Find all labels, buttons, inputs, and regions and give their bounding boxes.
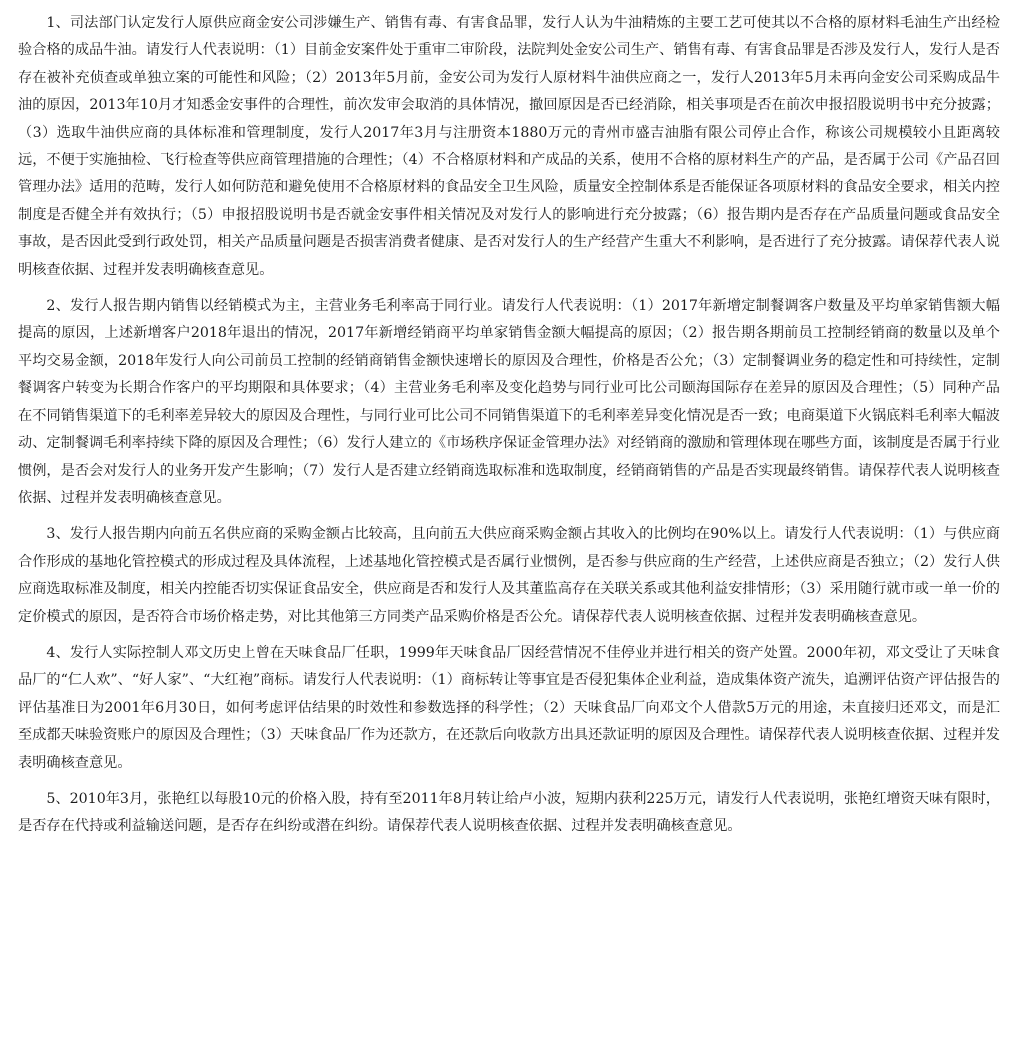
paragraph-4: 4、发行人实际控制人邓文历史上曾在天味食品厂任职，1999年天味食品厂因经营情况不佳停业并进行相关的资产处置。2000年初，邓文受让了天味食品厂的“仁人欢”、“好人家”、“大红袍”商标。请发行人代表说明：（1）商标转让等事宜是否侵犯集体企业利益，造成集体资产流失，追溯评估资产评估报告的评估基准日为2001年6月30日，如何考虑评估结果的时效性和参数选择的科学性；（2）天味食品厂向邓文个人借款5万元的用途，未直接归还邓文，而是汇至成都天味验资账户的原因及合理性；（3）天味食品厂作为还款方，在还款后向收款方出具还款证明的原因及合理性。请保荐代表人说明核查依据、过程并发表明确核查意见。: [18, 644, 1000, 771]
paragraph-2: 2、发行人报告期内销售以经销模式为主，主营业务毛利率高于同行业。请发行人代表说明：（1）2017年新增定制餐调客户数量及平均单家销售额大幅提高的原因，上述新增客户2018年退出的情况，2017年新增经销商平均单家销售金额大幅提高的原因；（2）报告期各期前员工控制经销商的数量以及单个平均交易金额，2018年发行人向公司前员工控制的经销商销售金额快速增长的原因及合理性，价格是否公允；（3）定制餐调业务的稳定性和可持续性，定制餐调客户转变为长期合作客户的平均期限和具体要求；（4）主营业务毛利率及变化趋势与同行业可比公司颐海国际存在差异的原因及合理性；（5）同种产品在不同销售渠道下的毛利率差异较大的原因及合理性，与同行业可比公司不同销售渠道下的毛利率差异变化情况是否一致；电商渠道下火锅底料毛利率大幅波动、定制餐调毛利率持续下降的原因及合理性；（6）发行人建立的《市场秩序保证金管理办法》对经销商的激励和管理体现在哪些方面，该制度是否属于行业惯例，是否会对发行人的业务开发产生影响；（7）发行人是否建立经销商选取标准和选取制度，经销商销售的产品是否实现最终销售。请保荐代表人说明核查依据、过程并发表明确核查意见。: [18, 298, 1000, 506]
paragraph-1: 1、司法部门认定发行人原供应商金安公司涉嫌生产、销售有毒、有害食品罪，发行人认为牛油精炼的主要工艺可使其以不合格的原材料毛油生产出经检验合格的成品牛油。请发行人代表说明：（1）目前金安案件处于重审二审阶段，法院判处金安公司生产、销售有毒、有害食品罪是否涉及发行人，发行人是否存在被补充侦查或单独立案的可能性和风险；（2）2013年5月前，金安公司为发行人原材料牛油供应商之一，发行人2013年5月未再向金安公司采购成品牛油的原因，2013年10月才知悉金安事件的合理性，前次发审会取消的具体情况，撤回原因是否已经消除，相关事项是否在前次申报招股说明书中充分披露；（3）选取牛油供应商的具体标准和管理制度，发行人2017年3月与注册资本1880万元的青州市盛吉油脂有限公司停止合作，称该公司规模较小且距离较远，不便于实施抽检、飞行检查等供应商管理措施的合理性；（4）不合格原材料和产成品的关系，使用不合格的原材料生产的产品，是否属于公司《产品召回管理办法》适用的范畴，发行人如何防范和避免使用不合格原材料的食品安全卫生风险，质量安全控制体系是否能保证各项原材料的食品安全要求，相关内控制度是否健全并有效执行；（5）申报招股说明书是否就金安事件相关情况及对发行人的影响进行充分披露；（6）报告期内是否存在产品质量问题或食品安全事故，是否因此受到行政处罚，相关产品质量问题是否损害消费者健康、是否对发行人的生产经营产生重大不利影响，是否进行了充分披露。请保荐代表人说明核查依据、过程并发表明确核查意见。: [18, 15, 1000, 278]
document-body: [18, 10, 1000, 850]
paragraph-5: 5、2010年3月，张艳红以每股10元的价格入股，持有至2011年8月转让给卢小波，短期内获利225万元，请发行人代表说明，张艳红增资天味有限时，是否存在代持或利益输送问题，是否存在纠纷或潜在纠纷。请保荐代表人说明核查依据、过程并发表明确核查意见。: [18, 790, 1000, 835]
paragraph-3: 3、发行人报告期内向前五名供应商的采购金额占比较高，且向前五大供应商采购金额占其收入的比例均在90%以上。请发行人代表说明：（1）与供应商合作形成的基地化管控模式的形成过程及具体流程，上述基地化管控模式是否属行业惯例，是否参与供应商的生产经营，上述供应商是否独立；（2）发行人供应商选取标准及制度，相关内控能否切实保证食品安全，供应商是否和发行人及其董监高存在关联关系或其他利益安排情形；（3）采用随行就市或一单一价的定价模式的原因，是否符合市场价格走势，对比其他第三方同类产品采购价格是否公允。请保荐代表人说明核查依据、过程并发表明确核查意见。: [18, 526, 1000, 625]
